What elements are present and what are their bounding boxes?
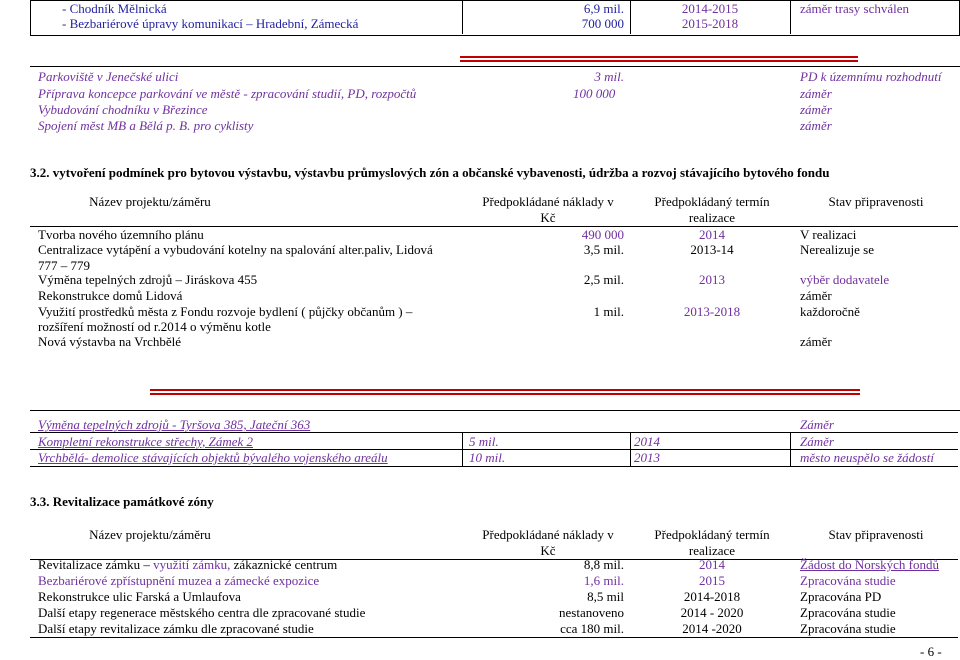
row-term: 2013-2018: [683, 304, 741, 319]
row-cost: cca 180 mil.: [560, 621, 624, 636]
italic-row-name: Příprava koncepce parkování ve městě - zpracování studií, PD, rozpočtů: [38, 86, 417, 101]
row-name: Centralizace vytápění a vybudování kotelny na spalování alter.paliv, Lidová: [38, 242, 433, 257]
row-status: Zpracována studie: [800, 605, 896, 620]
table-rule: [30, 432, 958, 433]
top-table-divider: [790, 0, 791, 34]
col-header-term: Předpokládaný termín: [654, 527, 770, 542]
row-status: záměr: [800, 288, 832, 303]
table-rule: [30, 637, 958, 638]
italic-row-status: záměr: [800, 118, 832, 133]
row-cost: nestanoveno: [559, 605, 624, 620]
row-cost: 3,5 mil.: [583, 242, 624, 257]
row-name-part: využití zámku,: [153, 557, 231, 572]
row-cost: 1 mil.: [593, 304, 624, 319]
italic-row-cost: 3 mil.: [594, 69, 624, 84]
col-header-cost: Předpokládané náklady v: [482, 527, 614, 542]
top-row-term: 2015-2018: [681, 16, 739, 31]
top-row-cost: 6,9 mil.: [583, 1, 624, 16]
row-name: Rekonstrukce domů Lidová: [38, 288, 183, 303]
row-name: Další etapy regenerace městského centra dle zpracované studie: [38, 605, 366, 620]
italic-row-cost: 5 mil.: [469, 434, 499, 449]
row-status: V realizaci: [800, 227, 857, 242]
row-name: Nová výstavba na Vrchbělé: [38, 334, 182, 349]
separator-rule: [460, 56, 858, 62]
col-header-name: Název projektu/záměru: [89, 527, 211, 542]
row-status: Žádost do Norských fondů: [800, 557, 940, 572]
col-header-term: realizace: [688, 210, 736, 225]
col-header-cost: Kč: [540, 543, 556, 558]
table-rule: [30, 466, 958, 467]
row-term: 2014-2018: [683, 589, 741, 604]
italic-row-name: Parkoviště v Jenečské ulici: [38, 69, 179, 84]
row-status: Zpracována studie: [800, 621, 896, 636]
row-status: výběr dodavatele: [800, 272, 890, 287]
italic-row-name: Vybudování chodníku v Březince: [38, 102, 208, 117]
row-term: 2014: [699, 227, 725, 242]
row-status: Nerealizuje se: [800, 242, 874, 257]
separator-rule: [150, 389, 460, 395]
row-status: Zpracována PD: [800, 589, 882, 604]
block-top-border: [30, 66, 960, 67]
row-name: Další etapy revitalizace zámku dle zpracované studie: [38, 621, 314, 636]
row-term: 2013-14: [690, 242, 734, 257]
row-name: [38, 557, 337, 572]
italic-row-name: Kompletní rekonstrukce střechy, Zámek 2: [38, 434, 254, 449]
top-row-status: záměr trasy schválen: [800, 1, 910, 16]
row-term: 2014 -2020: [682, 621, 742, 636]
col-header-name: Název projektu/záměru: [89, 194, 211, 209]
top-table-divider: [630, 0, 631, 34]
row-status: každoročně: [800, 304, 860, 319]
table-divider: [462, 432, 463, 466]
page-number: - 6 -: [920, 644, 942, 659]
italic-row-term: 2014: [634, 434, 660, 449]
row-name-cont: 777 – 779: [38, 258, 90, 273]
row-name: Tvorba nového územního plánu: [38, 227, 204, 242]
row-term: 2013: [699, 272, 725, 287]
table-divider: [630, 432, 631, 466]
top-table-divider: [462, 0, 463, 34]
block-top-border: [30, 410, 960, 411]
section-heading-3-2: 3.2. vytvoření podmínek pro bytovou výstavbu, výstavbu průmyslových zón a občanské vybavenosti, údržba a rozvoj stávajícího bytového fondu: [30, 165, 830, 180]
italic-row-name: Vrchbělá- demolice stávajících objektů bývalého vojenského areálu: [38, 450, 388, 465]
top-row-cost: 700 000: [581, 16, 624, 31]
italic-row-status: záměr: [800, 102, 832, 117]
top-row-name: - Chodník Mělnická: [62, 1, 167, 16]
col-header-status: Stav připravenosti: [828, 527, 924, 542]
row-status: Zpracována studie: [800, 573, 896, 588]
separator-rule: [460, 389, 860, 395]
section-heading-3-3: 3.3. Revitalizace památkové zóny: [30, 494, 214, 509]
row-cost: 490 000: [581, 227, 624, 242]
row-cost: 8,8 mil.: [583, 557, 624, 572]
italic-row-name: Výměna tepelných zdrojů - Tyršova 385, Jateční 363: [38, 417, 311, 432]
top-row-term: 2014-2015: [681, 1, 739, 16]
italic-row-name: Spojení měst MB a Bělá p. B. pro cyklisty: [38, 118, 254, 133]
italic-row-status: Záměr: [800, 417, 834, 432]
row-cost: 8,5 mil: [587, 589, 624, 604]
row-term: 2015: [699, 573, 725, 588]
table-divider: [790, 432, 791, 466]
italic-row-term: 2013: [634, 450, 660, 465]
italic-row-cost: 10 mil.: [469, 450, 506, 465]
row-name-cont: rozšíření možností od r.2014 o výměnu kotle: [38, 319, 271, 334]
row-name-part: zákaznické centrum: [230, 557, 338, 572]
col-header-status: Stav připravenosti: [828, 194, 924, 209]
italic-row-status: město neuspělo se žádostí: [800, 450, 934, 465]
row-term: 2014: [699, 557, 725, 572]
row-cost: 2,5 mil.: [583, 272, 624, 287]
row-term: 2014 - 2020: [680, 605, 744, 620]
row-cost: 1,6 mil.: [583, 573, 624, 588]
italic-row-status: záměr: [800, 86, 832, 101]
col-header-cost: Kč: [540, 210, 556, 225]
italic-row-status: Záměr: [800, 434, 834, 449]
row-name: Rekonstrukce ulic Farská a Umlaufova: [38, 589, 241, 604]
row-name-part: Revitalizace zámku –: [38, 557, 154, 572]
row-name: Využití prostředků města z Fondu rozvoje bydlení ( půjčky občanům ) –: [38, 304, 413, 319]
row-name: Bezbariérové zpřístupnění muzea a zámecké expozice: [38, 573, 320, 588]
top-row-name: - Bezbariérové úpravy komunikací – Hradební, Zámecká: [62, 16, 359, 31]
row-status: záměr: [800, 334, 832, 349]
row-name: Výměna tepelných zdrojů – Jiráskova 455: [38, 272, 258, 287]
italic-row-cost: 100 000: [573, 86, 616, 101]
col-header-term: realizace: [688, 543, 736, 558]
col-header-cost: Předpokládané náklady v: [482, 194, 614, 209]
col-header-term: Předpokládaný termín: [654, 194, 770, 209]
italic-row-status: PD k územnímu rozhodnutí: [800, 69, 942, 84]
